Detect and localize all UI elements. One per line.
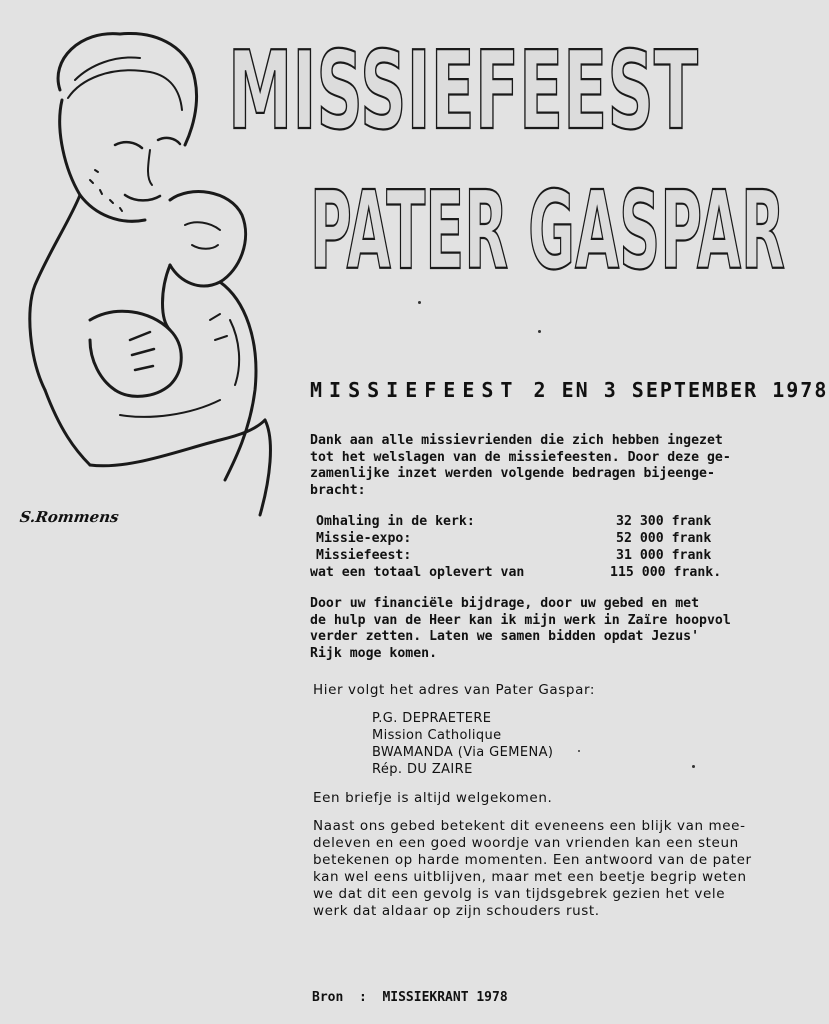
address-line: Rép. DU ZAIRE bbox=[372, 762, 473, 777]
letter-note: Een briefje is altijd welgekomen. bbox=[313, 790, 553, 806]
artist-signature: S.Rommens bbox=[18, 508, 120, 526]
scan-speck bbox=[692, 765, 695, 768]
closing-paragraph: Naast ons gebed betekent dit eveneens een blijk van mee- deleven en een goed woordje van vrienden kan een steun betekenen op harde momenten. Een antwoord van de pater kan wel eens uitblijven, maar met een beetje begrip weten we dat dit een gevolg is van tijdsgebrek gezien het vele werk dat aldaar op zijn schouders rust. bbox=[313, 818, 752, 919]
event-dates: 2 EN 3 SEPTEMBER 1978 bbox=[533, 378, 829, 402]
intro-paragraph: Dank aan alle missievrienden die zich hebben ingezet tot het welslagen van de missiefeesten. Door deze ge- zamenlijke inzet werden volgende bedragen bijeenge- bracht: bbox=[310, 433, 731, 498]
title-line-1: MISSIEFEEST bbox=[228, 29, 699, 154]
amount-value: 52 000 frank bbox=[616, 531, 712, 546]
amount-row bbox=[310, 530, 780, 547]
address-line: Mission Catholique bbox=[372, 728, 502, 743]
amount-value: 31 000 frank bbox=[616, 548, 712, 563]
main-title bbox=[0, 0, 829, 300]
postal-address bbox=[372, 710, 553, 778]
title-line-2: PATER GASPAR bbox=[310, 169, 785, 294]
amount-row bbox=[310, 513, 780, 530]
source-credit: Bron : MISSIEKRANT 1978 bbox=[312, 990, 508, 1005]
event-label: MISSIEFEEST bbox=[310, 378, 520, 402]
address-line: BWAMANDA (Via GEMENA) bbox=[372, 745, 554, 760]
address-line: P.G. DEPRAETERE bbox=[372, 711, 492, 726]
amount-label: Missie-expo: bbox=[316, 531, 412, 546]
address-intro: Hier volgt het adres van Pater Gaspar: bbox=[313, 682, 596, 698]
total-value: 115 000 frank. bbox=[610, 565, 722, 580]
scan-speck bbox=[538, 330, 541, 333]
total-label: wat een totaal oplevert van bbox=[310, 565, 525, 580]
amount-label: Omhaling in de kerk: bbox=[316, 514, 475, 529]
amount-value: 32 300 frank bbox=[616, 514, 712, 529]
amount-label: Missiefeest: bbox=[316, 548, 412, 563]
amounts-list bbox=[310, 513, 780, 581]
total-row bbox=[310, 564, 780, 581]
scan-speck bbox=[418, 301, 421, 304]
event-heading bbox=[310, 378, 828, 402]
thanks-paragraph: Door uw financiële bijdrage, door uw gebed en met de hulp van de Heer kan ik mijn werk in Zaïre hoopvol verder zetten. Laten we samen bidden opdat Jezus' Rijk moge komen. bbox=[310, 596, 731, 661]
scan-speck bbox=[578, 750, 580, 752]
amount-row bbox=[310, 547, 780, 564]
